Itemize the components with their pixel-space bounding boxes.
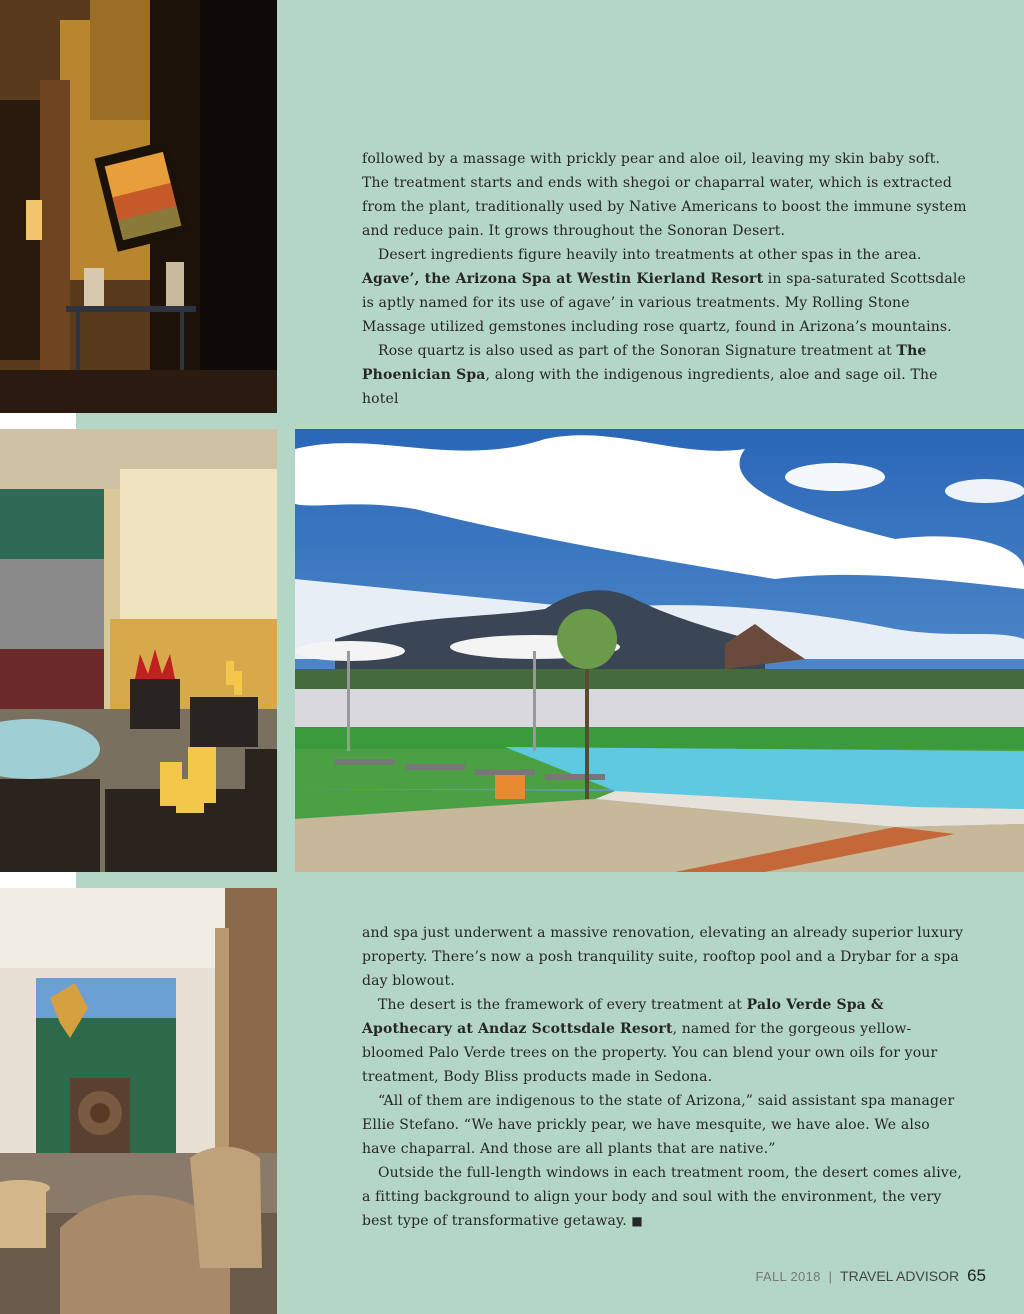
page-number: 65	[967, 1266, 986, 1285]
paragraph-text: , named for the gorgeous yellow-bloomed Palo Verde trees on the property. You can blend your own oils for your treatment, Body Bliss products made in Sedona.	[362, 1021, 938, 1085]
spa-name: The Phoenician Spa	[362, 343, 927, 383]
white-strip	[0, 872, 76, 888]
paragraph-text: followed by a massage with prickly pear and aloe oil, leaving my skin baby soft. The treatment starts and ends with shegoi or chaparral water, which is extracted from the plant, traditionally used by Native Americans to boost the immune system and reduce pain. It grows throughout the Sonoran Desert.	[362, 151, 967, 239]
paragraph-text: “All of them are indigenous to the state of Arizona,” said assistant spa manager Ellie Stefano. “We have prickly pear, we have mesquite, we have aloe. We also have chaparral. And those are all plants that are native.”	[362, 1093, 955, 1157]
article-paragraph	[362, 339, 968, 411]
footer-separator: |	[828, 1269, 833, 1284]
issue-label: FALL 2018	[755, 1269, 821, 1284]
spa-pool-photo	[0, 429, 277, 872]
paragraph-text: Desert ingredients figure heavily into treatments at other spas in the area.	[378, 247, 922, 263]
article-paragraph	[362, 921, 968, 993]
spa-name: Agave’, the Arizona Spa at Westin Kierland Resort	[362, 271, 764, 287]
article-text-bottom	[362, 921, 968, 1233]
paragraph-text: The desert is the framework of every treatment at	[378, 997, 747, 1013]
paragraph-text: in spa-saturated Scottsdale is aptly named for its use of agave’ in various treatments. My Rolling Stone Massage utilized gemstones including rose quartz, found in Arizona’s mountains.	[362, 271, 966, 335]
paragraph-text: Outside the full-length windows in each treatment room, the desert comes alive, a fitting background to align your body and soul with the environment, the very best type of transformative getaway.	[362, 1165, 963, 1229]
paragraph-text: and spa just underwent a massive renovation, elevating an already superior luxury property. There’s now a posh tranquility suite, rooftop pool and a Drybar for a spa day blowout.	[362, 925, 964, 989]
end-mark: ■	[631, 1214, 643, 1228]
article-paragraph	[362, 993, 968, 1089]
article-paragraph	[362, 1161, 968, 1233]
article-paragraph	[362, 243, 968, 339]
white-strip	[0, 413, 76, 429]
paragraph-text: , along with the indigenous ingredients, aloe and sage oil. The hotel	[362, 367, 938, 407]
spa-name: Palo Verde Spa & Apothecary at Andaz Scottsdale Resort	[362, 997, 884, 1037]
interior-lobby-photo	[0, 888, 277, 1314]
paragraph-text: Rose quartz is also used as part of the Sonoran Signature treatment at	[378, 343, 897, 359]
article-paragraph	[362, 1089, 968, 1161]
article-text-top	[362, 147, 968, 411]
page-footer	[756, 1266, 986, 1286]
lobby-photo	[0, 0, 277, 413]
pool-landscape-photo	[295, 429, 1024, 872]
article-paragraph	[362, 147, 968, 243]
magazine-name: TRAVEL ADVISOR	[840, 1268, 960, 1284]
